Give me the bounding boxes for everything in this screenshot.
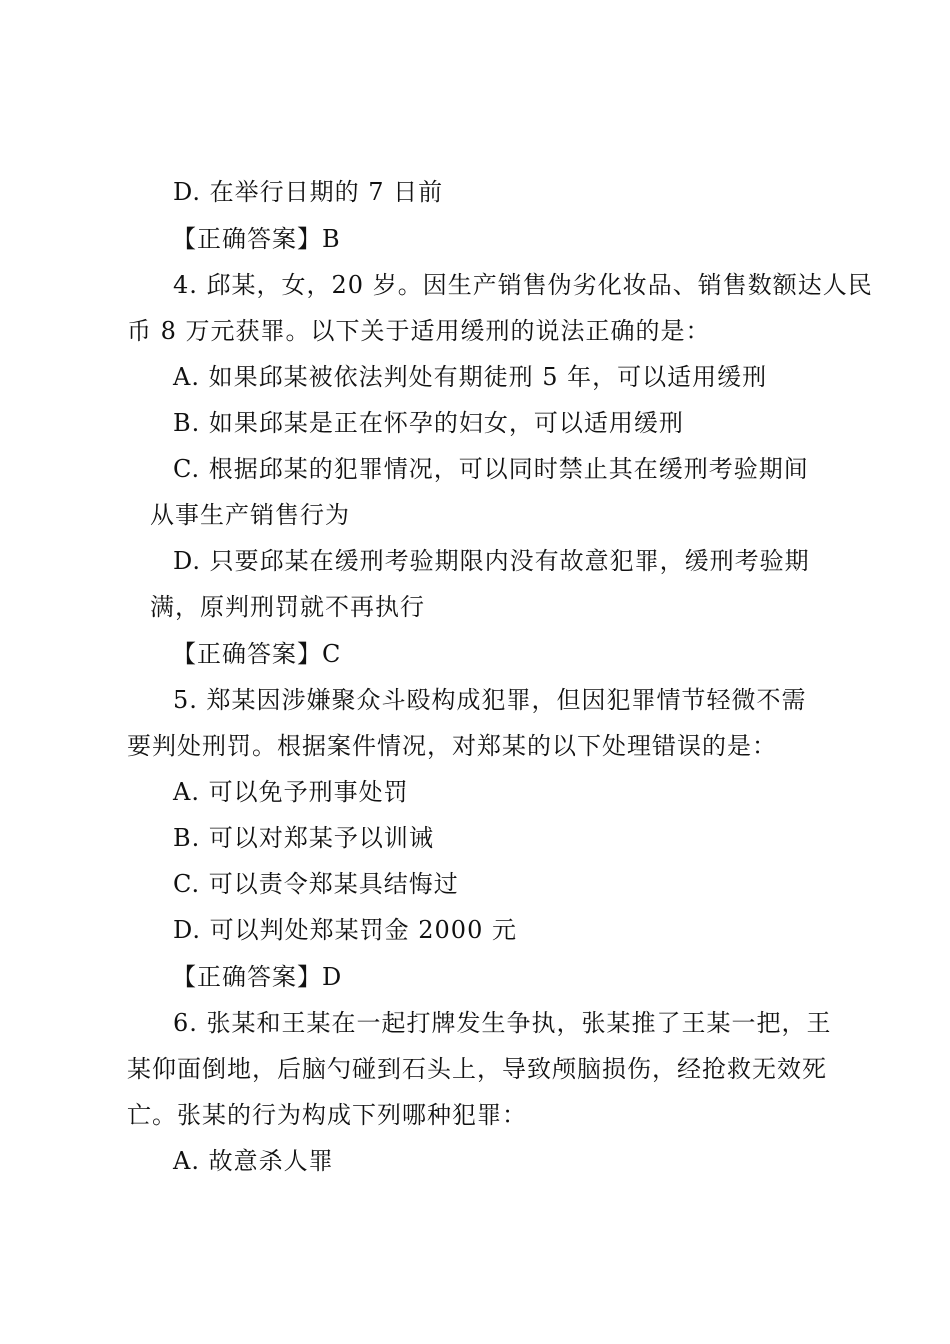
option-a-q6: A. 故意杀人罪 bbox=[173, 1147, 334, 1175]
option-b-q4: B. 如果邱某是正在怀孕的妇女，可以适用缓刑 bbox=[173, 409, 684, 437]
option-c-q5: C. 可以责令郑某具结悔过 bbox=[173, 870, 459, 898]
option-d-q3: D. 在举行日期的 7 日前 bbox=[173, 178, 444, 206]
option-c-q4-line-2: 从事生产销售行为 bbox=[150, 501, 350, 529]
answer-q5: 【正确答案】D bbox=[172, 963, 343, 991]
answer-q3: 【正确答案】B bbox=[172, 225, 341, 253]
option-d-q4-line-1: D. 只要邱某在缓刑考验期限内没有故意犯罪，缓刑考验期 bbox=[173, 547, 810, 575]
answer-q4: 【正确答案】C bbox=[172, 640, 342, 668]
option-a-q4: A. 如果邱某被依法判处有期徒刑 5 年，可以适用缓刑 bbox=[173, 363, 768, 391]
question-6-line-3: 亡。张某的行为构成下列哪种犯罪： bbox=[127, 1101, 527, 1129]
question-4-line-1: 4. 邱某，女，20 岁。因生产销售伪劣化妆品、销售数额达人民 bbox=[173, 271, 873, 299]
option-b-q5: B. 可以对郑某予以训诫 bbox=[173, 824, 434, 852]
question-4-line-2: 币 8 万元获罪。以下关于适用缓刑的说法正确的是： bbox=[127, 317, 711, 345]
question-5-line-2: 要判处刑罚。根据案件情况，对郑某的以下处理错误的是： bbox=[127, 732, 777, 760]
option-a-q5: A. 可以免予刑事处罚 bbox=[173, 778, 409, 806]
question-6-line-1: 6. 张某和王某在一起打牌发生争执，张某推了王某一把，王 bbox=[173, 1009, 832, 1037]
question-6-line-2: 某仰面倒地，后脑勺碰到石头上，导致颅脑损伤，经抢救无效死 bbox=[127, 1055, 827, 1083]
option-d-q4-line-2: 满，原判刑罚就不再执行 bbox=[150, 593, 425, 621]
option-d-q5: D. 可以判处郑某罚金 2000 元 bbox=[173, 916, 517, 944]
option-c-q4-line-1: C. 根据邱某的犯罪情况，可以同时禁止其在缓刑考验期间 bbox=[173, 455, 809, 483]
question-5-line-1: 5. 郑某因涉嫌聚众斗殴构成犯罪，但因犯罪情节轻微不需 bbox=[173, 686, 807, 714]
